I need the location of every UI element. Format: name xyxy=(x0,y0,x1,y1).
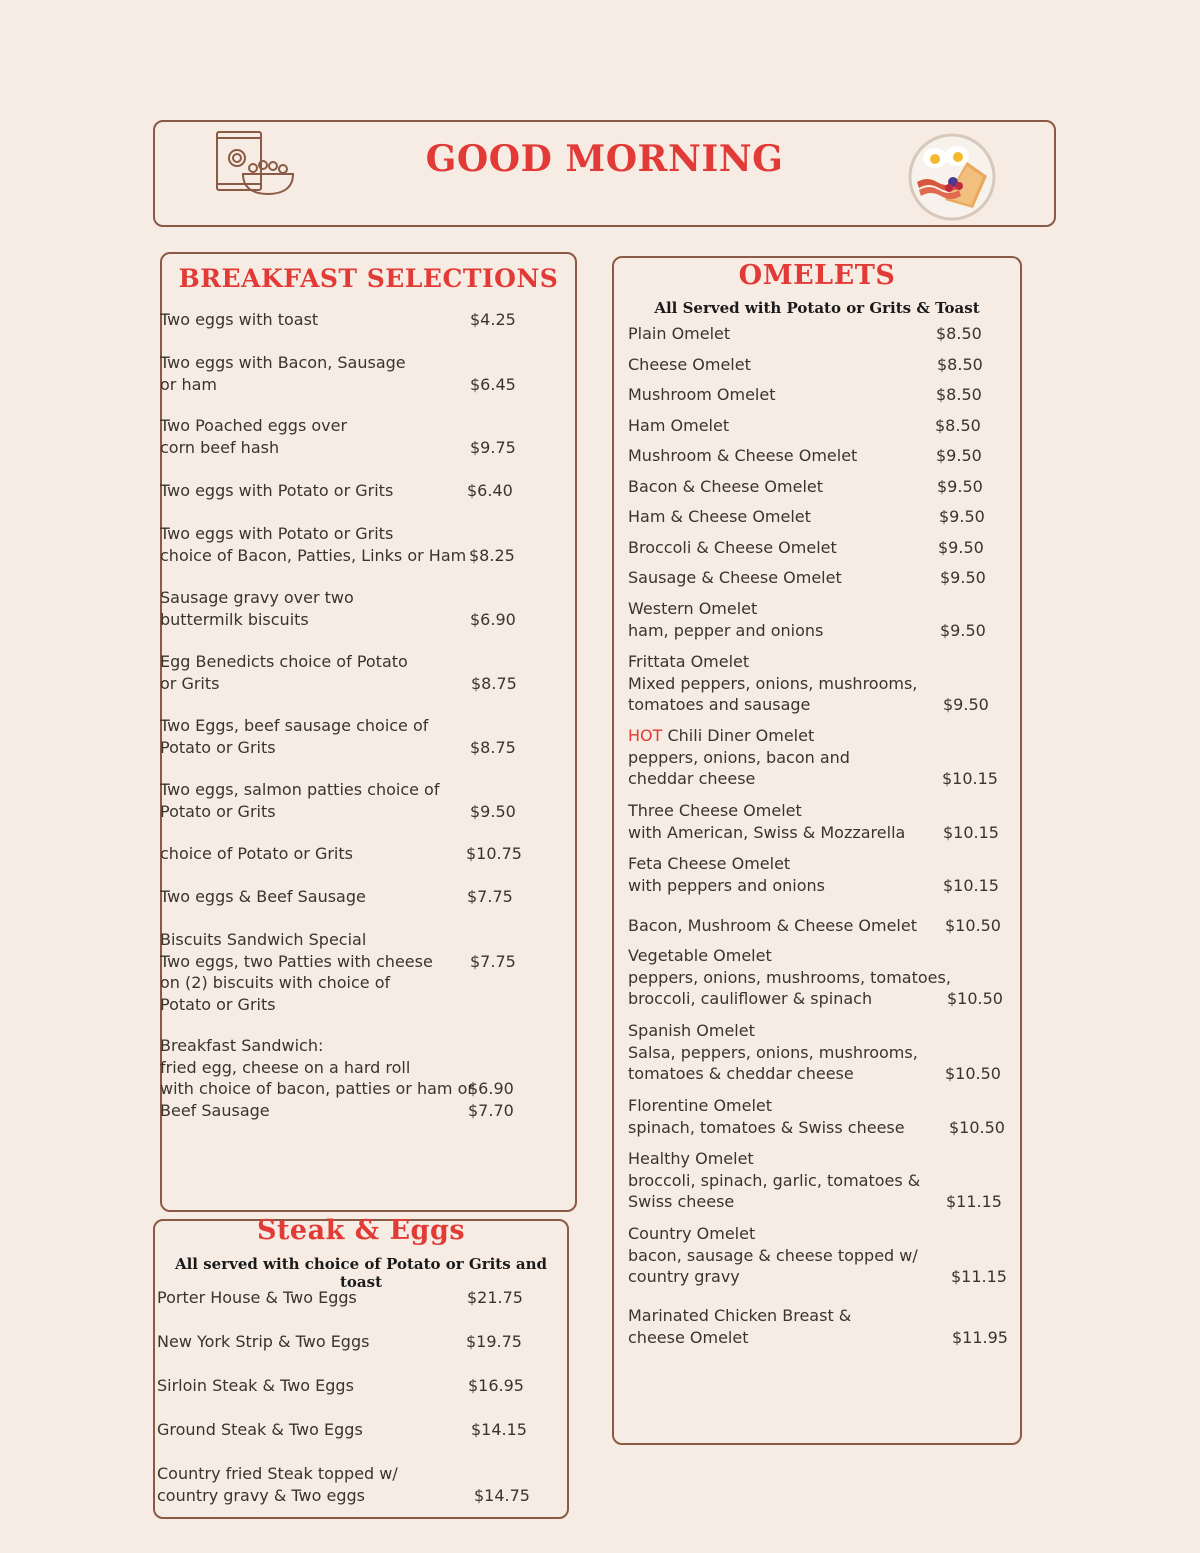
item-price: $10.50 xyxy=(947,989,1003,1008)
item-name: Western Omelet xyxy=(628,599,758,618)
item-description: with peppers and onions xyxy=(628,875,826,895)
omelet-item xyxy=(628,1020,918,1085)
item-name: Two eggs & Beef Sausage xyxy=(160,887,366,906)
omelet-item xyxy=(628,598,823,641)
header-box xyxy=(153,120,1056,227)
steak-item xyxy=(157,1331,369,1353)
item-description: Mixed peppers, onions, mushrooms, xyxy=(628,673,918,693)
item-price: $4.25 xyxy=(470,310,516,329)
item-description: or Grits xyxy=(160,673,220,693)
omelet-item xyxy=(628,415,729,437)
item-name: Sausage & Cheese Omelet xyxy=(628,568,842,587)
item-description: Two eggs, two Patties with cheese xyxy=(160,951,433,971)
item-description: or ham xyxy=(160,374,217,394)
item-description: with American, Swiss & Mozzarella xyxy=(628,822,906,842)
item-description: peppers, onions, mushrooms, tomatoes, xyxy=(628,967,951,987)
item-name: Biscuits Sandwich Special xyxy=(160,930,367,949)
item-name: Bacon, Mushroom & Cheese Omelet xyxy=(628,916,917,935)
item-name: Sirloin Steak & Two Eggs xyxy=(157,1376,354,1395)
steak-item xyxy=(157,1463,398,1506)
steak-title: Steak & Eggs xyxy=(256,1215,466,1246)
omelet-item xyxy=(628,1305,851,1348)
item-price: $10.75 xyxy=(466,844,522,863)
item-description: fried egg, cheese on a hard roll xyxy=(160,1057,411,1077)
omelet-item xyxy=(628,915,917,937)
item-price: $9.50 xyxy=(943,695,989,714)
omelet-item xyxy=(628,476,823,498)
item-price-secondary: $7.70 xyxy=(468,1100,514,1120)
item-name: Mushroom & Cheese Omelet xyxy=(628,446,858,465)
item-name: New York Strip & Two Eggs xyxy=(157,1332,370,1351)
item-description: on (2) biscuits with choice of xyxy=(160,973,391,992)
item-price: $6.90 xyxy=(470,609,516,629)
item-price: $9.50 xyxy=(940,620,986,640)
hot-label: HOT xyxy=(628,726,663,745)
item-price: $10.50 xyxy=(945,916,1001,935)
item-price: $6.90 xyxy=(468,1079,514,1098)
item-name: Egg Benedicts choice of Potato xyxy=(160,652,408,671)
item-price: $9.50 xyxy=(939,507,985,526)
breakfast-item xyxy=(160,309,318,331)
item-name-text: Chili Diner Omelet xyxy=(662,726,815,745)
omelet-item xyxy=(628,445,857,467)
item-name: Feta Cheese Omelet xyxy=(628,854,791,873)
item-name: Marinated Chicken Breast & xyxy=(628,1306,852,1325)
item-description: Beef Sausage xyxy=(160,1100,270,1120)
breakfast-item xyxy=(160,352,406,395)
item-price: $8.75 xyxy=(470,737,516,757)
item-name: Porter House & Two Eggs xyxy=(157,1288,357,1307)
item-name: Two eggs with Bacon, Sausage xyxy=(160,353,406,372)
item-description: tomatoes and sausage xyxy=(628,695,811,714)
item-price: $7.75 xyxy=(467,887,513,906)
item-price: $6.45 xyxy=(470,374,516,394)
breakfast-item xyxy=(160,886,366,908)
item-description: choice of Bacon, Patties, Links or Ham xyxy=(160,545,467,565)
item-price: $8.25 xyxy=(469,545,515,565)
breakfast-item xyxy=(160,480,393,502)
item-description: tomatoes & cheddar cheese xyxy=(628,1064,854,1083)
item-name: Ground Steak & Two Eggs xyxy=(157,1420,363,1439)
item-description: cheddar cheese xyxy=(628,769,756,788)
item-description: broccoli, spinach, garlic, tomatoes & xyxy=(628,1170,921,1190)
omelets-subtitle: All Served with Potato or Grits & Toast xyxy=(654,299,980,317)
item-price: $16.95 xyxy=(468,1376,524,1395)
item-description: bacon, sausage & cheese topped w/ xyxy=(628,1245,918,1265)
item-name: Vegetable Omelet xyxy=(628,946,772,965)
item-description: cheese Omelet xyxy=(628,1327,749,1347)
item-price: $8.50 xyxy=(936,385,982,404)
item-description: peppers, onions, bacon and xyxy=(628,747,850,767)
item-description: broccoli, cauliflower & spinach xyxy=(628,989,873,1008)
steak-item xyxy=(157,1375,354,1397)
item-name: choice of Potato or Grits xyxy=(160,844,353,863)
omelet-item xyxy=(628,537,837,559)
item-description: corn beef hash xyxy=(160,437,280,457)
item-price: $11.15 xyxy=(951,1267,1007,1286)
steak-item xyxy=(157,1287,357,1309)
item-price: $7.75 xyxy=(470,951,516,971)
item-name: Country fried Steak topped w/ xyxy=(157,1464,398,1483)
breakfast-item xyxy=(160,415,347,458)
item-name: Ham & Cheese Omelet xyxy=(628,507,811,526)
item-price: $9.50 xyxy=(937,477,983,496)
breakfast-item xyxy=(160,929,433,1015)
omelet-item xyxy=(628,1148,920,1213)
steak-item xyxy=(157,1419,363,1441)
item-name: Breakfast Sandwich: xyxy=(160,1036,324,1055)
item-price: $19.75 xyxy=(466,1332,522,1351)
item-description: Potato or Grits xyxy=(160,994,276,1014)
item-price: $11.15 xyxy=(946,1192,1002,1211)
item-name: Plain Omelet xyxy=(628,324,731,343)
item-name: Country Omelet xyxy=(628,1224,756,1243)
item-price: $8.75 xyxy=(471,673,517,693)
item-price: $10.15 xyxy=(943,822,999,842)
item-price: $10.50 xyxy=(949,1117,1005,1137)
item-name: Two eggs, salmon patties choice of xyxy=(160,780,440,799)
item-price: $10.15 xyxy=(942,769,998,788)
item-name: Cheese Omelet xyxy=(628,355,751,374)
item-description: Salsa, peppers, onions, mushrooms, xyxy=(628,1042,918,1062)
item-description: ham, pepper and onions xyxy=(628,620,824,640)
item-price: $9.75 xyxy=(470,437,516,457)
item-price: $11.95 xyxy=(952,1327,1008,1347)
item-price: $21.75 xyxy=(467,1288,523,1307)
breakfast-item xyxy=(160,779,439,822)
omelet-item xyxy=(628,1095,905,1138)
breakfast-item xyxy=(160,523,466,566)
item-description: country gravy & Two eggs xyxy=(157,1485,365,1505)
item-name: Spanish Omelet xyxy=(628,1021,755,1040)
item-price: $10.15 xyxy=(943,875,999,895)
item-name: Bacon & Cheese Omelet xyxy=(628,477,824,496)
item-price: $14.15 xyxy=(471,1420,527,1439)
omelet-item xyxy=(628,384,775,406)
item-name: Three Cheese Omelet xyxy=(628,801,802,820)
item-name xyxy=(628,725,850,747)
item-description: spinach, tomatoes & Swiss cheese xyxy=(628,1117,905,1137)
omelet-item xyxy=(628,323,730,345)
omelet-item xyxy=(628,945,951,1010)
item-name: Two Poached eggs over xyxy=(160,416,348,435)
item-name: Two eggs with Potato or Grits xyxy=(160,524,394,543)
item-price: $9.50 xyxy=(940,568,986,587)
steak-subtitle: All served with choice of Potato or Grits and toast xyxy=(174,1255,548,1291)
omelet-item xyxy=(628,354,751,376)
item-name: Florentine Omelet xyxy=(628,1096,773,1115)
omelet-item xyxy=(628,651,917,716)
omelet-item xyxy=(628,800,905,843)
item-name: Frittata Omelet xyxy=(628,652,750,671)
item-price: $14.75 xyxy=(474,1485,530,1505)
breakfast-title: BREAKFAST SELECTIONS xyxy=(178,264,559,293)
omelet-item xyxy=(628,506,811,528)
item-price: $8.50 xyxy=(937,355,983,374)
item-price: $9.50 xyxy=(470,801,516,821)
breakfast-plate-icon xyxy=(907,132,997,226)
omelets-title: OMELETS xyxy=(738,260,896,291)
item-name: Two eggs with Potato or Grits xyxy=(160,481,394,500)
item-name: Mushroom Omelet xyxy=(628,385,776,404)
item-price: $8.50 xyxy=(936,324,982,343)
item-name: Broccoli & Cheese Omelet xyxy=(628,538,837,557)
item-description: Potato or Grits xyxy=(160,737,276,757)
item-description: Potato or Grits xyxy=(160,801,276,821)
item-description: buttermilk biscuits xyxy=(160,609,309,629)
breakfast-item xyxy=(160,715,428,758)
breakfast-item xyxy=(160,1035,474,1121)
breakfast-item xyxy=(160,587,354,630)
item-price: $8.50 xyxy=(935,416,981,435)
page-title: GOOD MORNING xyxy=(425,138,784,180)
omelet-item xyxy=(628,853,825,896)
breakfast-item xyxy=(160,843,353,865)
item-description: Swiss cheese xyxy=(628,1192,735,1211)
omelet-item xyxy=(628,725,850,790)
item-name: Two eggs with toast xyxy=(160,310,319,329)
item-name: Healthy Omelet xyxy=(628,1149,754,1168)
item-price: $9.50 xyxy=(936,446,982,465)
omelet-item xyxy=(628,1223,918,1288)
item-name: Ham Omelet xyxy=(628,416,730,435)
item-price: $10.50 xyxy=(945,1064,1001,1083)
item-price: $6.40 xyxy=(467,481,513,500)
item-description: with choice of bacon, patties or ham or xyxy=(160,1079,474,1098)
breakfast-item xyxy=(160,651,408,694)
item-description: country gravy xyxy=(628,1267,740,1286)
item-name: Two Eggs, beef sausage choice of xyxy=(160,716,429,735)
item-price: $9.50 xyxy=(938,538,984,557)
item-name: Sausage gravy over two xyxy=(160,588,354,607)
omelet-item xyxy=(628,567,842,589)
